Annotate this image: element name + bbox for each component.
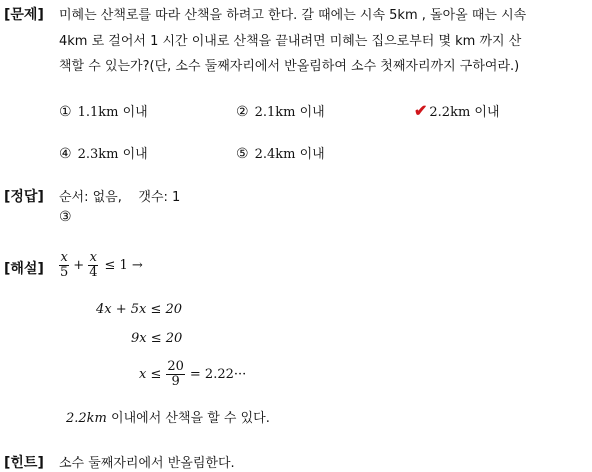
inequality-tail: ≤ 1 → bbox=[104, 257, 143, 273]
plus-sign: + bbox=[73, 257, 85, 273]
option-1[interactable] bbox=[59, 101, 148, 120]
hint-tag: [힌트] bbox=[4, 455, 44, 471]
option-3-selected[interactable] bbox=[414, 101, 500, 120]
answer-line-1: 순서: 없음, 갯수: 1 bbox=[59, 190, 181, 205]
option-marker: ① bbox=[59, 104, 72, 120]
problem-line-2: 4km 로 걸어서 1 시간 이내로 산책을 끝내려면 미혜는 집으로부터 몇 km 까지 산 bbox=[59, 34, 522, 49]
checkmark-icon: ✔ bbox=[414, 101, 428, 120]
option-marker: ⑤ bbox=[236, 146, 249, 162]
answer-line-2: ③ bbox=[59, 209, 72, 225]
problem-tag: [문제] bbox=[4, 7, 44, 23]
answer-tag: [정답] bbox=[4, 189, 44, 205]
fraction-x-over-5: $\frac{x}{5}$ bbox=[60, 249, 69, 280]
fraction-x-over-4: $\frac{x}{4}$ bbox=[89, 249, 98, 280]
option-text: 2.1km 이내 bbox=[254, 105, 325, 120]
option-2[interactable] bbox=[236, 101, 325, 120]
problem-line-3: 책할 수 있는가?(단, 소수 둘째자리에서 반올림하여 소수 첫째자리까지 구하여라.) bbox=[59, 59, 520, 74]
option-marker: ④ bbox=[59, 146, 72, 162]
equation-1: 4x + 5x ≤ 20 bbox=[96, 302, 183, 317]
option-text: 2.2km 이내 bbox=[429, 105, 500, 120]
solution-first-line bbox=[59, 247, 143, 283]
option-text: 1.1km 이내 bbox=[77, 105, 148, 120]
option-5[interactable] bbox=[236, 143, 325, 162]
hint-text: 소수 둘째자리에서 반올림한다. bbox=[59, 456, 235, 471]
fraction-20-over-9: $\frac{20}{9}$ bbox=[167, 358, 184, 389]
option-marker: ② bbox=[236, 104, 249, 120]
problem-line-1: 미혜는 산책로를 따라 산책을 하려고 한다. 갈 때에는 시속 5km , 돌아올 때는 시속 bbox=[59, 8, 527, 23]
solution-conclusion: 2.2km 이내에서 산책을 할 수 있다. bbox=[66, 411, 270, 426]
solution-tag: [해설] bbox=[4, 261, 44, 277]
option-4[interactable] bbox=[59, 143, 148, 162]
option-text: 2.4km 이내 bbox=[254, 147, 325, 162]
equation-3: x ≤ $\frac{20}{9}$ = 2.22··· bbox=[139, 358, 247, 389]
equation-2: 9x ≤ 20 bbox=[131, 331, 183, 346]
option-text: 2.3km 이내 bbox=[77, 147, 148, 162]
